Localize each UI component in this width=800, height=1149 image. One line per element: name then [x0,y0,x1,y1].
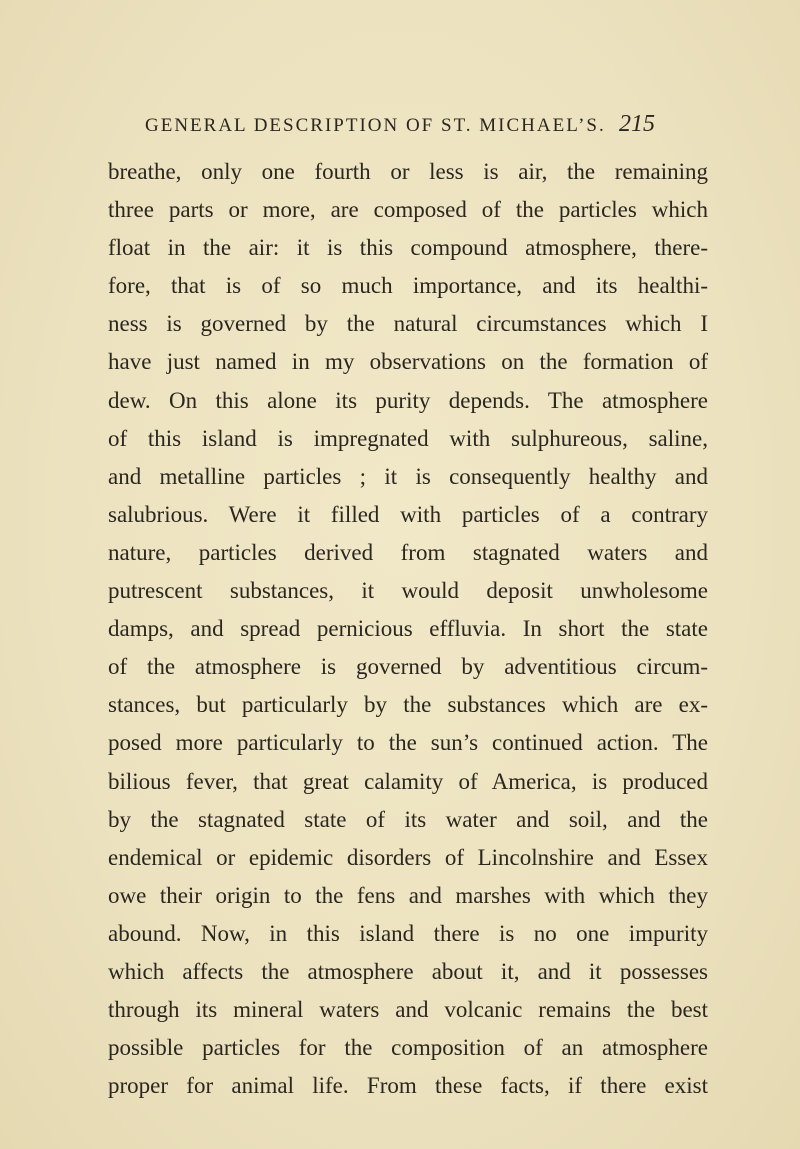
text-line: damps, and spread pernicious effluvia. In short the state [108,616,708,642]
text-line: by the stagnated state of its water and soil, and the [108,806,708,832]
text-line: possible particles for the composition of an atmosphere [108,1035,708,1061]
text-line: stances, but particularly by the substances which are ex- [108,692,708,718]
text-line: endemical or epidemic disorders of Lincolnshire and Essex [108,844,708,870]
body-text [108,153,708,1105]
text-line: ness is governed by the natural circumstances which I [108,311,708,337]
text-line: posed more particularly to the sun’s continued action. The [108,730,708,756]
text-line: float in the air: it is this compound atmosphere, there- [108,235,708,261]
text-line: putrescent substances, it would deposit unwholesome [108,578,708,604]
running-head [145,112,655,140]
text-line: through its mineral waters and volcanic remains the best [108,997,708,1023]
text-line: salubrious. Were it filled with particles of a contrary [108,501,708,527]
text-line: nature, particles derived from stagnated waters and [108,539,708,565]
text-line: breathe, only one fourth or less is air, the remaining [108,159,708,184]
text-line: abound. Now, in this island there is no one impurity [108,920,708,946]
text-line: dew. On this alone its purity depends. The atmosphere [108,387,708,413]
text-line: fore, that is of so much importance, and its healthi- [108,273,708,299]
text-line: and metalline particles ; it is consequently healthy and [108,463,708,489]
text-line: of the atmosphere is governed by adventitious circum- [108,654,708,680]
text-line: owe their origin to the fens and marshes with which they [108,882,708,908]
page-number: 215 [619,111,655,137]
running-title: GENERAL DESCRIPTION OF ST. MICHAEL’S. [145,115,606,136]
text-line: three parts or more, are composed of the particles which [108,197,708,223]
text-line: proper for animal life. From these facts, if there exist [108,1073,708,1099]
text-line: have just named in my observations on the formation of [108,349,708,375]
text-line: of this island is impregnated with sulphureous, saline, [108,425,708,451]
text-line: which affects the atmosphere about it, and it possesses [108,958,708,984]
text-line: bilious fever, that great calamity of America, is produced [108,768,708,794]
